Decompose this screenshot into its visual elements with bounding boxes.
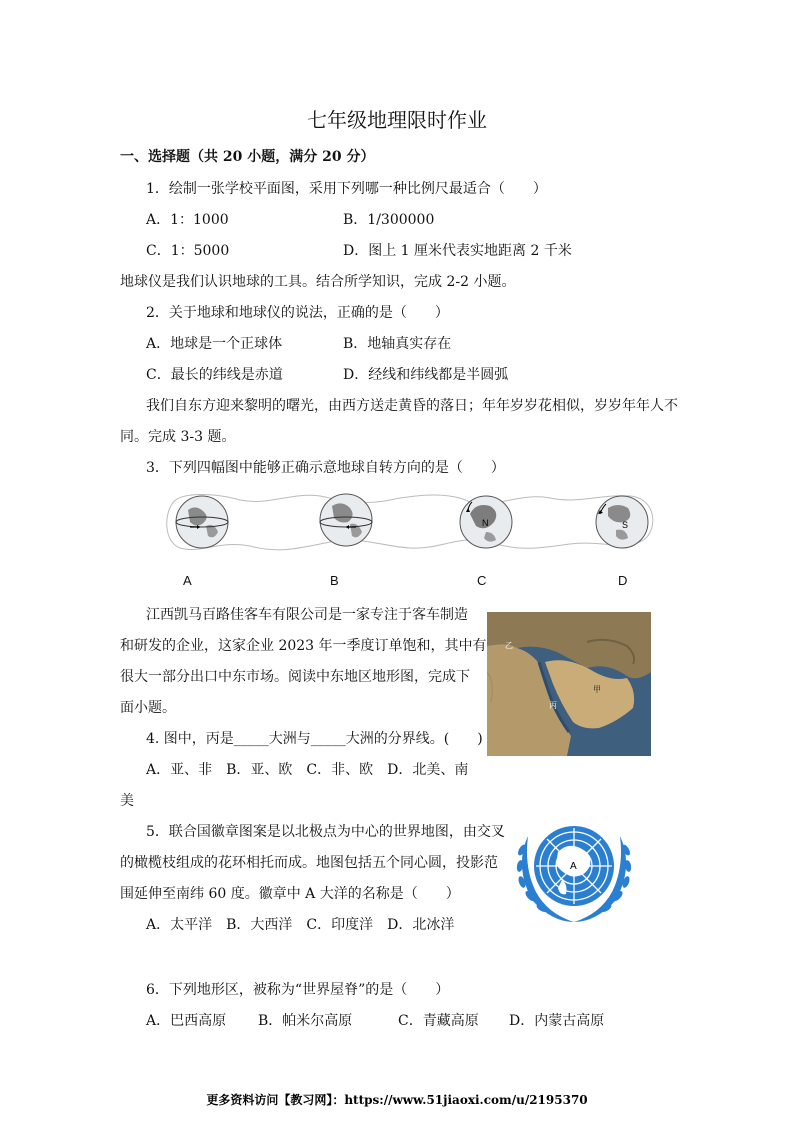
map-label-jia: 甲	[593, 685, 601, 694]
question-5-line-2: 的橄榄枝组成的花环相托而成。地图包括五个同心圆，投影范	[120, 855, 498, 871]
globe-label-a: A	[183, 573, 192, 588]
question-1-option-d: D．图上 1 厘米代表实地距离 2 千米	[343, 243, 572, 259]
globe-label-d: D	[618, 573, 628, 588]
globe-d-pole-label: S	[622, 520, 629, 530]
question-6-option-a: A．巴西高原	[146, 1013, 227, 1029]
globe-c	[460, 496, 512, 548]
question-4-options: A．亚、非 B．亚、欧 C．非、欧 D．北美、南	[146, 762, 469, 778]
question-1-stem: 1．绘制一张学校平面图，采用下列哪一种比例尺最适合（ ）	[146, 181, 547, 197]
question-2-option-b: B．地轴真实存在	[343, 336, 452, 352]
middle-east-map	[487, 612, 651, 756]
question-5-options: A．太平洋 B．大西洋 C．印度洋 D．北冰洋	[146, 917, 455, 933]
emblem-label-a: A	[570, 861, 577, 872]
question-6-option-b: B．帕米尔高原	[258, 1013, 353, 1029]
globe-b	[320, 494, 372, 546]
intro-4-line-3: 很大一部分出口中东市场。阅读中东地区地形图，完成下	[120, 669, 470, 685]
question-6-option-c: C．青藏高原	[398, 1013, 479, 1029]
intro-3-line-2: 同。完成 3-3 题。	[120, 429, 236, 445]
question-1-option-a: A．1：1000	[146, 212, 229, 228]
question-3-stem: 3．下列四幅图中能够正确示意地球自转方向的是（ ）	[146, 460, 505, 476]
intro-2: 地球仪是我们认识地球的工具。结合所学知识，完成 2-2 小题。	[120, 274, 516, 290]
section-heading: 一、选择题（共 20 小题，满分 20 分）	[120, 149, 375, 165]
question-1-option-c: C．1：5000	[146, 243, 230, 259]
question-5-line-1: 5．联合国徽章图案是以北极点为中心的世界地图，由交叉	[146, 824, 505, 840]
map-label-bing: 丙	[549, 701, 557, 710]
intro-4-line-4: 面小题。	[120, 700, 176, 716]
question-4-stem: 4. 图中，丙是_____大洲与_____大洲的分界线。( )	[146, 731, 483, 747]
globe-c-pole-label: N	[482, 518, 489, 528]
question-2-stem: 2．关于地球和地球仪的说法，正确的是（ ）	[146, 305, 449, 321]
question-2-option-c: C．最长的纬线是赤道	[146, 367, 283, 383]
intro-4-line-2: 和研发的企业，这家企业 2023 年一季度订单饱和，其中有	[120, 638, 487, 654]
globe-a	[176, 496, 228, 548]
question-5-line-3: 围延伸至南纬 60 度。徽章中 A 大洋的名称是（ ）	[120, 886, 460, 902]
globe-label-c: C	[477, 573, 487, 588]
page-title: 七年级地理限时作业	[307, 108, 487, 132]
question-2-option-d: D．经线和纬线都是半圆弧	[343, 367, 509, 383]
intro-3-line-1: 我们自东方迎来黎明的曙光，由西方送走黄昏的落日；年年岁岁花相似，岁岁年年人不	[146, 398, 678, 414]
map-label-yi: 乙	[505, 641, 513, 650]
un-emblem	[508, 816, 640, 924]
globe-label-b: B	[330, 573, 339, 588]
question-2-option-a: A．地球是一个正球体	[146, 336, 283, 352]
question-1-option-b: B．1/300000	[343, 212, 435, 228]
intro-4-line-1: 江西凯马百路佳客车有限公司是一家专注于客车制造	[146, 607, 468, 623]
footer-link[interactable]: 更多资料访问【教习网】：https://www.51jiaoxi.com/u/2195370	[206, 1093, 588, 1107]
globe-d	[596, 496, 648, 548]
question-4-options-wrap: 美	[120, 793, 134, 809]
question-6-option-d: D．内蒙古高原	[509, 1013, 605, 1029]
question-6-stem: 6．下列地形区，被称为“世界屋脊”的是（ ）	[146, 982, 450, 998]
globes-figure	[160, 486, 660, 558]
